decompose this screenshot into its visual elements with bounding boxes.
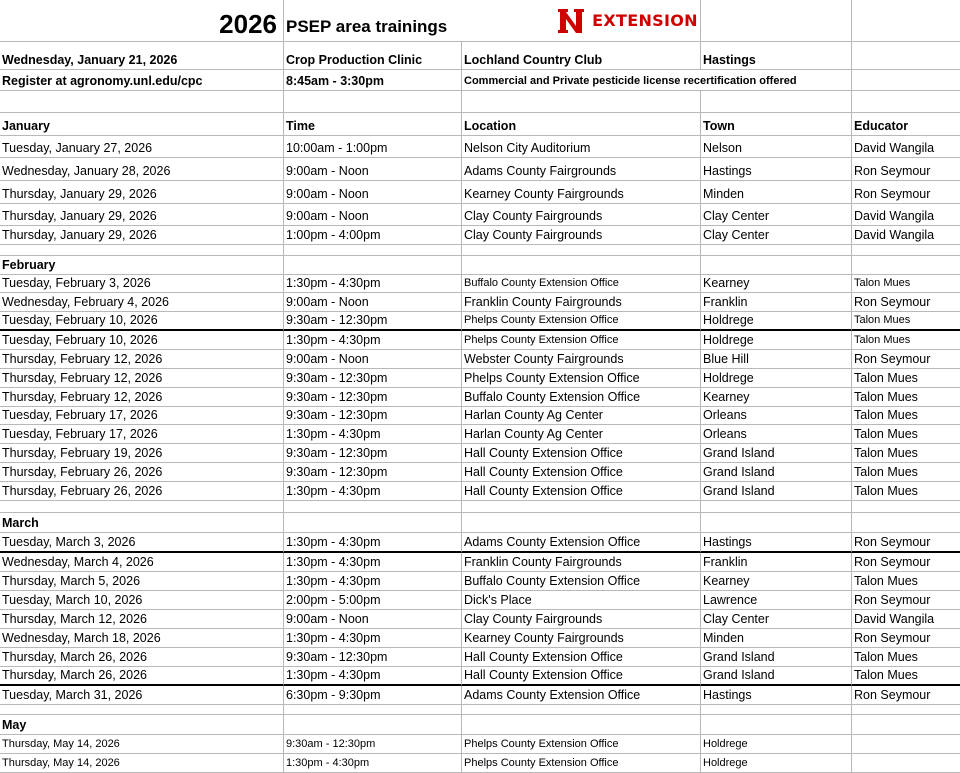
column-header-location: Location — [462, 113, 701, 136]
clinic-note: Commercial and Private pesticide license recertification offered — [462, 70, 852, 91]
title-year: 2026 — [0, 0, 284, 42]
table-row: Thursday, March 12, 2026 9:00am - Noon Clay County Fairgrounds Clay Center David Wangila — [0, 610, 960, 629]
table-row: Thursday, February 12, 2026 9:00am - Noon Webster County Fairgrounds Blue Hill Ron Seymour — [0, 350, 960, 369]
page-title: PSEP area trainings — [284, 0, 554, 42]
section-header-march: March — [0, 513, 960, 533]
table-row: Thursday, February 26, 2026 9:30am - 12:30pm Hall County Extension Office Grand Island Talon Mues — [0, 463, 960, 482]
title-row — [0, 0, 960, 42]
clinic-register-row — [0, 70, 960, 91]
logo-word: EXTENSION — [592, 10, 698, 30]
column-header-time: Time — [284, 113, 462, 136]
table-row: Thursday, March 26, 2026 1:30pm - 4:30pm Hall County Extension Office Grand Island Talon Mues — [0, 667, 960, 686]
table-row: Thursday, February 19, 2026 9:30am - 12:30pm Hall County Extension Office Grand Island Talon Mues — [0, 444, 960, 463]
table-row: Wednesday, March 4, 2026 1:30pm - 4:30pm Franklin County Fairgrounds Franklin Ron Seymour — [0, 553, 960, 572]
table-row: Wednesday, March 18, 2026 1:30pm - 4:30pm Kearney County Fairgrounds Minden Ron Seymour — [0, 629, 960, 648]
section-header-february: February — [0, 256, 960, 275]
clinic-location: Lochland Country Club — [462, 42, 701, 70]
table-row: Thursday, February 12, 2026 9:30am - 12:30pm Buffalo County Extension Office Kearney Talon Mues — [0, 388, 960, 407]
table-row: Wednesday, February 4, 2026 9:00am - Noon Franklin County Fairgrounds Franklin Ron Seymour — [0, 293, 960, 312]
table-row: Thursday, January 29, 2026 9:00am - Noon Kearney County Fairgrounds Minden Ron Seymour — [0, 181, 960, 204]
clinic-row — [0, 42, 960, 70]
table-row: Thursday, January 29, 2026 1:00pm - 4:00pm Clay County Fairgrounds Clay Center David Wangila — [0, 226, 960, 245]
extension-logo — [554, 0, 701, 42]
table-row: Tuesday, March 31, 2026 6:30pm - 9:30pm Adams County Extension Office Hastings Ron Seymour — [0, 686, 960, 705]
table-row: Thursday, March 26, 2026 9:30am - 12:30pm Hall County Extension Office Grand Island Talon Mues — [0, 648, 960, 667]
table-row: Tuesday, February 17, 2026 1:30pm - 4:30pm Harlan County Ag Center Orleans Talon Mues — [0, 425, 960, 444]
clinic-register: Register at agronomy.unl.edu/cpc — [0, 70, 284, 91]
table-row: Tuesday, March 10, 2026 2:00pm - 5:00pm Dick's Place Lawrence Ron Seymour — [0, 591, 960, 610]
nebraska-n-icon — [556, 6, 586, 36]
column-header-row — [0, 113, 960, 136]
table-row: Thursday, May 14, 2026 9:30am - 12:30pm Phelps County Extension Office Holdrege — [0, 735, 960, 754]
clinic-town: Hastings — [701, 42, 852, 70]
table-row: Tuesday, February 17, 2026 9:30am - 12:30pm Harlan County Ag Center Orleans Talon Mues — [0, 407, 960, 425]
clinic-date: Wednesday, January 21, 2026 — [0, 42, 284, 70]
table-row: Tuesday, February 10, 2026 9:30am - 12:30pm Phelps County Extension Office Holdrege Talon Mues — [0, 312, 960, 331]
table-row: Tuesday, February 10, 2026 1:30pm - 4:30pm Phelps County Extension Office Holdrege Talon Mues — [0, 331, 960, 350]
table-row: Thursday, February 12, 2026 9:30am - 12:30pm Phelps County Extension Office Holdrege Talon Mues — [0, 369, 960, 388]
clinic-name: Crop Production Clinic — [284, 42, 462, 70]
section-header-may: May — [0, 715, 960, 735]
table-row: Thursday, March 5, 2026 1:30pm - 4:30pm Buffalo County Extension Office Kearney Talon Mues — [0, 572, 960, 591]
clinic-time: 8:45am - 3:30pm — [284, 70, 462, 91]
table-row: Thursday, February 26, 2026 1:30pm - 4:30pm Hall County Extension Office Grand Island Talon Mues — [0, 482, 960, 501]
table-row: Thursday, May 14, 2026 1:30pm - 4:30pm Phelps County Extension Office Holdrege — [0, 754, 960, 773]
table-row: Tuesday, March 3, 2026 1:30pm - 4:30pm Adams County Extension Office Hastings Ron Seymour — [0, 533, 960, 553]
column-header-date: January — [0, 113, 284, 136]
table-row: Tuesday, January 27, 2026 10:00am - 1:00pm Nelson City Auditorium Nelson David Wangila — [0, 136, 960, 158]
column-header-educator: Educator — [852, 113, 960, 136]
table-row: Thursday, January 29, 2026 9:00am - Noon Clay County Fairgrounds Clay Center David Wangila — [0, 204, 960, 226]
table-row: Tuesday, February 3, 2026 1:30pm - 4:30pm Buffalo County Extension Office Kearney Talon Mues — [0, 275, 960, 293]
column-header-town: Town — [701, 113, 852, 136]
table-row: Wednesday, January 28, 2026 9:00am - Noon Adams County Fairgrounds Hastings Ron Seymour — [0, 158, 960, 181]
